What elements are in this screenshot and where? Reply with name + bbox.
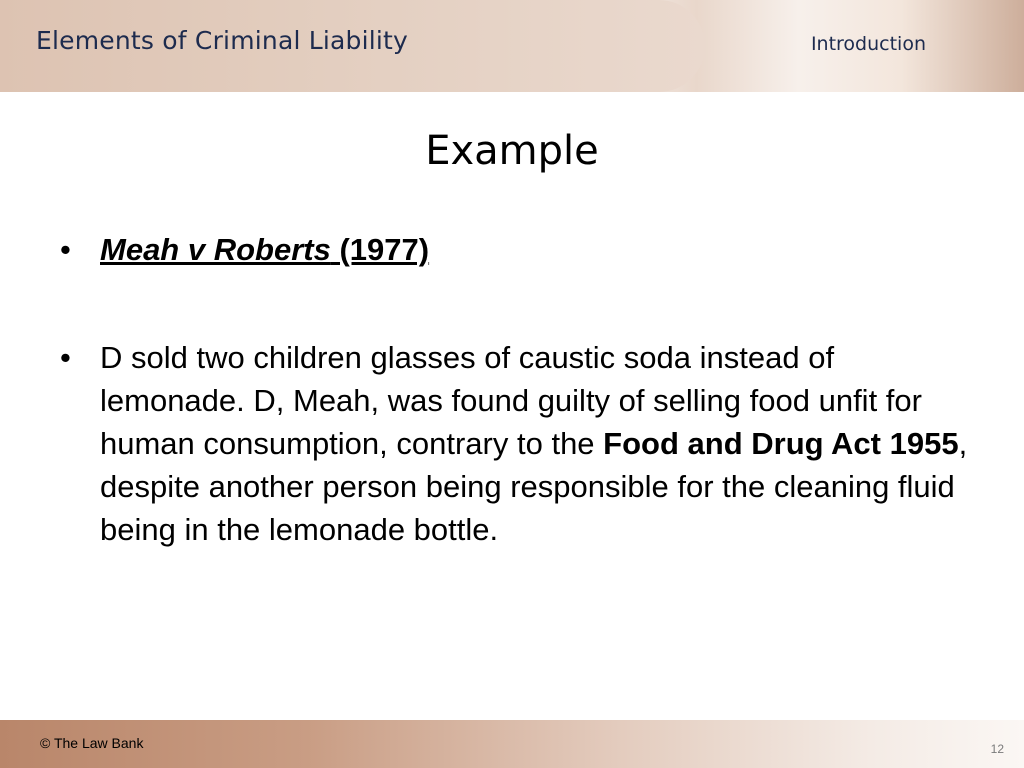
bullet-point: •: [60, 340, 71, 375]
facts-text-after: , despite another person being responsible for the cleaning fluid being in the lemonade bottle.: [100, 426, 968, 547]
copyright-notice: © The Law Bank: [40, 735, 144, 751]
header-title: Elements of Criminal Liability: [36, 26, 409, 55]
statute-name: Food and Drug Act 1955: [603, 426, 959, 461]
slide-title: Example: [425, 128, 599, 174]
section-label: Introduction: [810, 33, 926, 55]
bullet-text: [100, 336, 970, 551]
bullet-case-citation: [60, 228, 970, 271]
case-year: (1977): [330, 232, 430, 267]
slide-header: [0, 0, 1024, 92]
page-number: 12: [990, 742, 1004, 756]
facts-text-before: D sold two children glasses of caustic soda instead of lemonade. D, Meah, was found guilty of selling food unfit for human consumption, contrary to the: [100, 340, 922, 461]
bullet-text: [100, 228, 970, 271]
case-name: Meah v Roberts: [100, 232, 331, 267]
slide-footer: [0, 720, 1024, 768]
bullet-point: •: [60, 232, 71, 267]
bullet-case-facts: [60, 336, 970, 551]
